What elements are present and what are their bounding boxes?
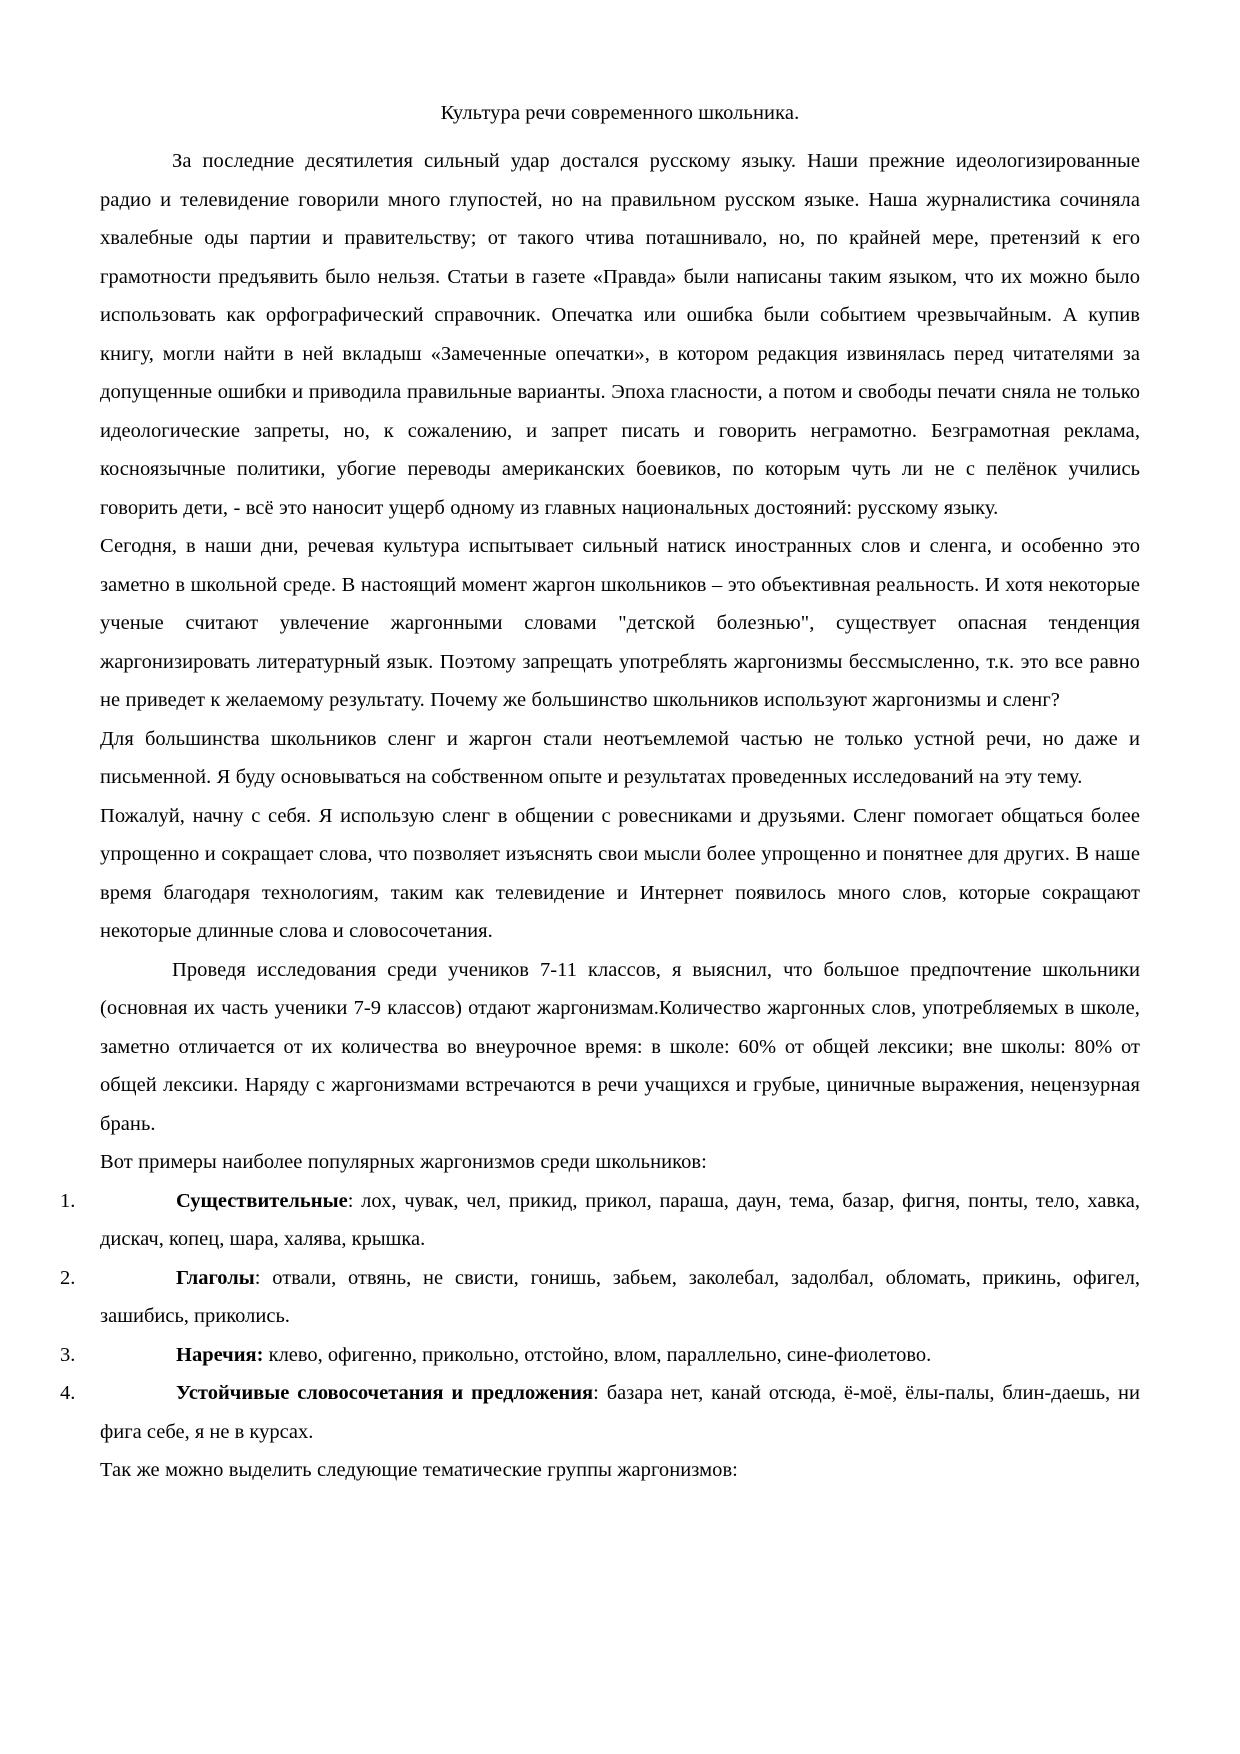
list-item (60, 1336, 1140, 1375)
paragraph-examples-lead: Вот примеры наиболее популярных жаргонизмов среди школьников: (100, 1151, 707, 1173)
list-item-content (100, 1182, 1140, 1259)
list-item-label: Существительные (176, 1189, 348, 1212)
paragraph-closing: Так же можно выделить следующие тематические группы жаргонизмов: (100, 1459, 738, 1481)
list-item (60, 1182, 1140, 1259)
list-item-content (100, 1374, 1140, 1451)
list-item-separator: : (347, 1189, 362, 1212)
jargon-list (60, 1182, 1141, 1452)
paragraph-research: Проведя исследования среди учеников 7-11 классов, я выяснил, что большое предпочтение школьники (основная их часть ученики 7-9 классов) отдают жаргонизмам.Количество жаргонных слов, употребляемых в школе, заметно отличается от их количества во внеурочное время: в школе: 60% от общей лексики; вне школы: 80% от общей лексики. Наряду с жаргонизмами встречаются в речи учащихся и грубые, циничные выражения, нецензурная брань. (100, 958, 1140, 1135)
paragraph-majority: Для большинства школьников сленг и жаргон стали неотъемлемой частью не только устной речи, но даже и письменной. Я буду основываться на собственном опыте и результатах проведенных исследований на эту тему. (100, 727, 1140, 788)
list-item-separator: : (254, 1266, 273, 1289)
list-item-content (100, 1336, 1140, 1375)
paragraph-personal: Пожалуй, начну с себя. Я использую сленг в общении с ровесниками и друзьями. Сленг помогает общаться более упрощенно и сокращает слова, что позволяет изъяснять свои мысли более упрощенно и понятнее для других. В наше время благодаря технологиям, таким как телевидение и Интернет появилось много слов, которые сокращают некоторые длинные слова и словосочетания. (100, 804, 1140, 942)
list-marker: 1. (60, 1189, 76, 1212)
list-item-separator: : (593, 1382, 607, 1404)
page-title: Культура речи современного школьника. (440, 102, 800, 124)
list-marker: 4. (60, 1382, 76, 1404)
document-body (60, 96, 1141, 1490)
list-marker: 3. (60, 1343, 76, 1366)
list-item (60, 1259, 1141, 1336)
list-item-label: Устойчивые словосочетания и предложения (176, 1382, 594, 1404)
list-item-values: лох, чувак, чел, прикид, прикол, параша, даун, тема, базар, фигня, понты, тело, хавка, дискач, копец, шара, халява, крышка. (100, 1189, 1140, 1250)
list-item-label: Глаголы (176, 1266, 255, 1289)
list-item (60, 1374, 1140, 1451)
list-item-label: Наречия: (176, 1343, 264, 1366)
list-item-values: базара нет, канай отсюда, ё-моё, ёлы-палы, блин-даешь, ни фига себе, я не в курсах. (100, 1382, 1140, 1443)
list-item-content (100, 1259, 1140, 1336)
paragraph-today: Сегодня, в наши дни, речевая культура испытывает сильный натиск иностранных слов и сленга, и особенно это заметно в школьной среде. В настоящий момент жаргон школьников – это объективная реальность. И хотя некоторые ученые считают увлечение жаргонными словами "детской болезнью", существует опасная тенденция жаргонизировать литературный язык. Поэтому запрещать употреблять жаргонизмы бессмысленно, т.к. это все равно не приведет к желаемому результату. Почему же большинство школьников используют жаргонизмы и сленг? (100, 535, 1140, 711)
list-item-values: клево, офигенно, прикольно, отстойно, влом, параллельно, сине-фиолетово. (268, 1343, 932, 1366)
list-marker: 2. (60, 1266, 76, 1289)
paragraph-intro: За последние десятилетия сильный удар достался русскому языку. Наши прежние идеологизированные радио и телевидение говорили много глупостей, но на правильном русском языке. Наша журналистика сочиняла хвалебные оды партии и правительству; от такого чтива поташнивало, но, по крайней мере, претензий к его грамотности предъявить было нельзя. Статьи в газете «Правда» были написаны таким языком, что их можно было использовать как орфографический справочник. Опечатка или ошибка были событием чрезвычайным. А купив книгу, могли найти в ней вкладыш «Замеченные опечатки», в котором редакция извинялась перед читателями за допущенные ошибки и приводила правильные варианты. Эпоха гласности, а потом и свободы печати сняла не только идеологические запреты, но, к сожалению, и запрет писать и говорить неграмотно. Безграмотная реклама, косноязычные политики, убогие переводы американских боевиков, по которым чуть ли не с пелёнок учились говорить дети, - всё это наносит ущерб одному из главных национальных достояний: русскому языку. (100, 150, 1140, 519)
list-item-values: отвали, отвянь, не свисти, гонишь, забьем, заколебал, задолбал, обломать, прикинь, офигел, зашибись, приколись. (100, 1266, 1141, 1327)
